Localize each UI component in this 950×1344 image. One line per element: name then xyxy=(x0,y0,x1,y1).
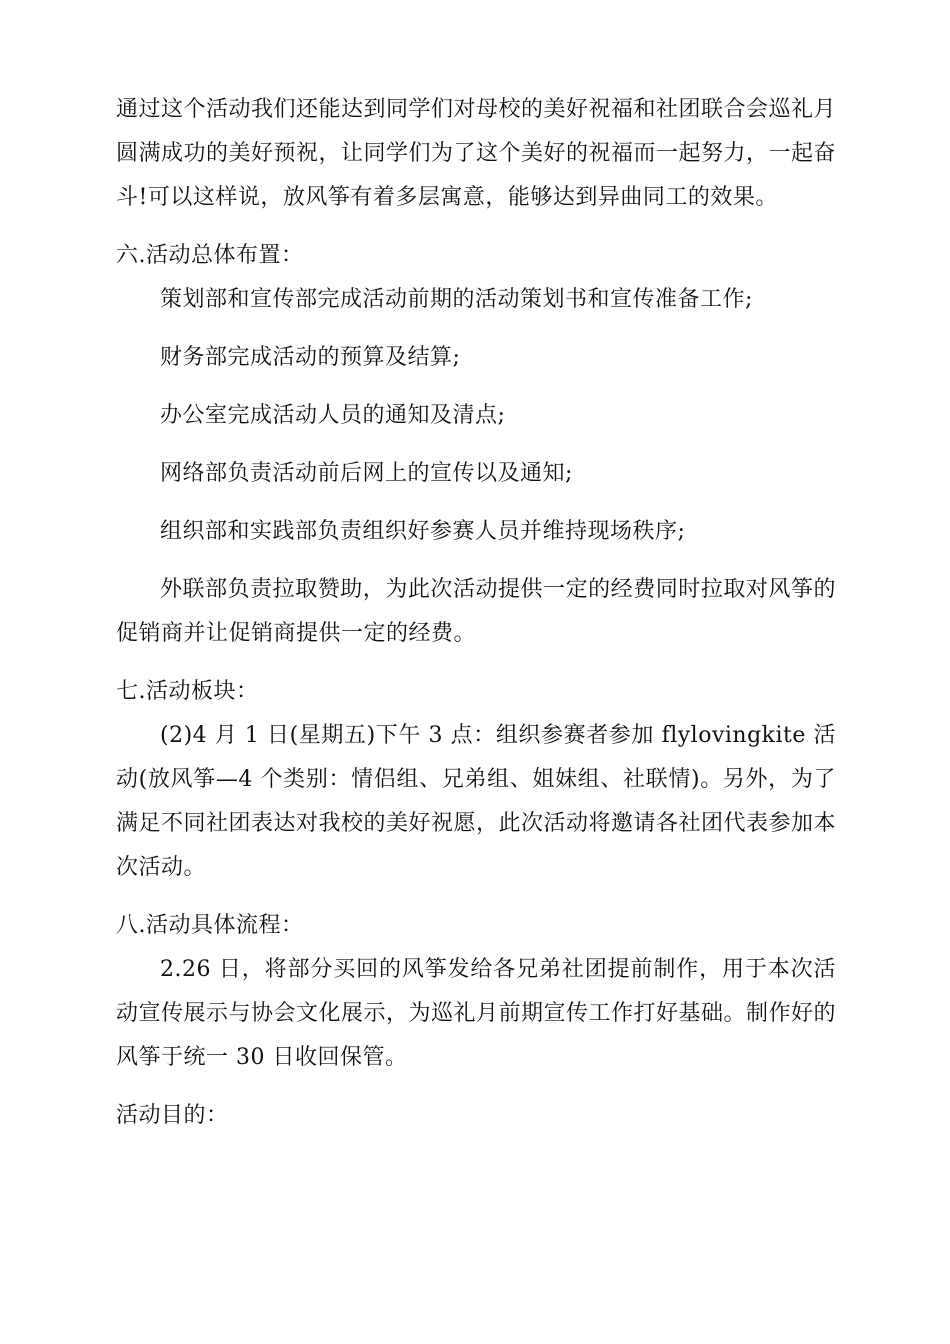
list-item: 外联部负责拉取赞助，为此次活动提供一定的经费同时拉取对风筝的促销商并让促销商提供一定的经费。 xyxy=(116,577,836,646)
section-heading-7: 七.活动板块： xyxy=(116,679,259,704)
intro-paragraph: 通过这个活动我们还能达到同学们对母校的美好祝福和社团联合会巡礼月圆满成功的美好预祝，让同学们为了这个美好的祝福而一起努力，一起奋斗!可以这样说，放风筝有着多层寓意，能够达到异曲同工的效果。 xyxy=(116,97,837,210)
section-7-paragraph: (2)4 月 1 日(星期五)下午 3 点：组织参赛者参加 flylovingkite 活动(放风筝—4 个类别：情侣组、兄弟组、姐妹组、社联情)。另外，为了满足不同社团表达对我校的美好祝愿，此次活动将邀请各社团代表参加本次活动。 xyxy=(116,723,837,880)
list-item: 财务部完成活动的预算及结算; xyxy=(160,345,461,370)
list-item: 网络部负责活动前后网上的宣传以及通知; xyxy=(160,461,573,486)
goal-heading: 活动目的： xyxy=(116,1103,229,1128)
section-heading-6: 六.活动总体布置： xyxy=(116,243,304,268)
section-8-paragraph: 2.26 日，将部分买回的风筝发给各兄弟社团提前制作，用于本次活动宣传展示与协会文化展示，为巡礼月前期宣传工作打好基础。制作好的风筝于统一 30 日收回保管。 xyxy=(116,957,837,1070)
list-item: 策划部和宣传部完成活动前期的活动策划书和宣传准备工作; xyxy=(160,287,753,312)
list-item: 组织部和实践部负责组织好参赛人员并维持现场秩序; xyxy=(160,519,686,544)
list-item: 办公室完成活动人员的通知及清点; xyxy=(160,403,506,428)
document-page xyxy=(116,88,836,1138)
section-heading-8: 八.活动具体流程： xyxy=(116,913,304,938)
